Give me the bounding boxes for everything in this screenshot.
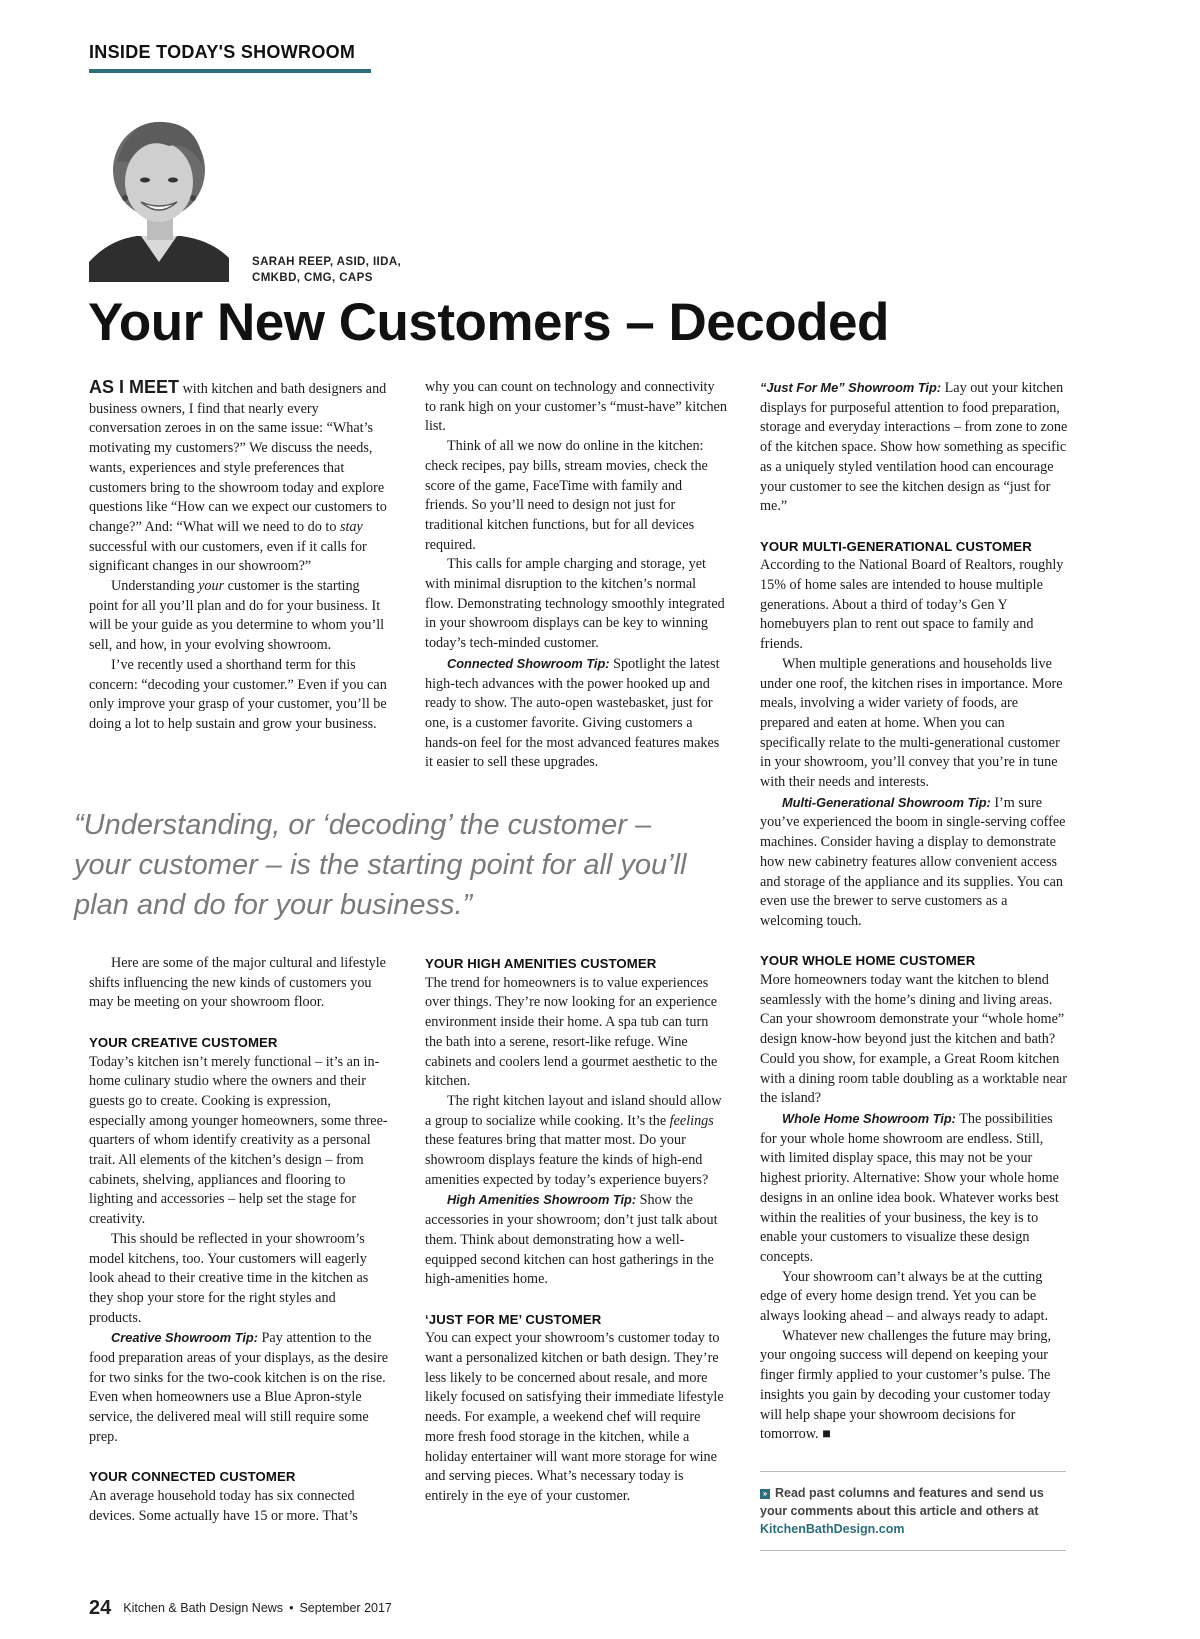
section-rule [89,69,371,73]
subhead: ‘JUST FOR ME’ CUSTOMER [425,1311,602,1327]
paragraph: Understanding your customer is the starting point for all you’ll plan and do for your business. It will be your guide as you determine to whom you’ll sell, and how, in your evolving showroom. [89,578,385,654]
lead-paragraph: AS I MEET with kitchen and bath designers and business owners, I find that nearly every conversation zeroes in on the same issue: “What’s motivating my customers?” We discuss the needs, wants, experiences and style preferences that customers bring to the showroom today and explore questions like “How can we expect our customers to change?” And: “What will we need to do to stay successful with our customers, even if it calls for significant changes in our showroom?” [89,377,387,575]
tip-label: Whole Home Showroom Tip: [782,1110,956,1126]
paragraph: You can expect your showroom’s customer today to want a personalized kitchen or bath design. They’re less likely to be concerned about resale, and more likely focused on satisfying their immediate lifestyle needs. For example, a weekend chef will require more fresh food storage in the kitchen, while a holiday entertainer will want more storage for wine and serving pieces. What’s necessary today is entirely in the eye of your customer. [425,1330,724,1504]
page-footer [89,1597,392,1620]
author-name-line1: SARAH REEP, ASID, IIDA, [252,256,402,268]
tip-paragraph: Creative Showroom Tip: Pay attention to the food preparation areas of your displays, as the desire for two sinks for the two-cook kitchen is on the rise. Even when homeowners use a Blue Apron-style service, the delivered meal will still require some prep. [89,1330,389,1445]
column-2-bottom [425,954,727,1507]
publication-name: Kitchen & Bath Design News [123,1601,284,1615]
tip-paragraph: Whole Home Showroom Tip: The possibilities for your whole home showroom are endless. Still, with limited display space, this may not be your highest priority. Alternative: Show your whole home designs in an online idea book. Whatever works best within the realities of your business, the key is to enable your customers to visualize these design concepts. [760,1110,1059,1265]
paragraph: According to the National Board of Realtors, roughly 15% of home sales are intended to house multiple generations. About a third of today’s Gen Y homebuyers plan to rent out space to family and friends. [760,557,1064,653]
end-mark: ■ [822,1426,831,1443]
column-1-bottom [89,954,391,1526]
paragraph: I’ve recently used a shorthand term for this concern: “decoding your customer.” Even if you can only improve your grasp of your customer, you’ll be doing a lot to help sustain and grow your business. [89,656,387,732]
subhead: YOUR HIGH AMENITIES CUSTOMER [425,956,657,971]
subhead: YOUR CREATIVE CUSTOMER [89,1034,278,1050]
read-more-note [760,1471,1066,1551]
subhead: YOUR CONNECTED CUSTOMER [89,1469,296,1485]
website-link[interactable]: KitchenBathDesign.com [760,1522,905,1536]
section-label: INSIDE TODAY'S SHOWROOM [89,42,356,62]
tip-label: Multi-Generational Showroom Tip: [782,794,991,810]
tip-label: High Amenities Showroom Tip: [447,1192,637,1208]
article-title: Your New Customers – Decoded [88,293,889,352]
arrow-icon: » [760,1489,770,1499]
paragraph: The right kitchen layout and island should allow a group to socialize while cooking. It’s the feelings these features bring that matter most. Do your showroom displays feature the kinds of high-end amenities expected by today’s experience buyers? [425,1092,722,1188]
paragraph: Here are some of the major cultural and lifestyle shifts influencing the new kinds of customers you may be meeting on your showroom floor. [89,955,386,1011]
column-1-top [89,378,391,735]
lead-in: AS I MEET [89,377,180,397]
tip-label: Creative Showroom Tip: [111,1330,258,1346]
paragraph: Today’s kitchen isn’t merely functional – it’s an in-home culinary studio where the owners and their guests go to create. Cooking is expression, especially among younger homeowners, some three-quarters of whom identify creativity as a personal trait. All elements of the kitchen’s design – from cabinets, shelving, appliances and flooring to lighting and accessories – help set the stage for creativity. [89,1053,388,1228]
footer-separator: • [289,1601,294,1615]
tip-paragraph: Connected Showroom Tip: Spotlight the latest high-tech advances with the power hooked up and ready to show. The auto-open wastebasket, just for one, is a customer favorite. Giving customers a hands-on feel for the most advanced features makes it easier to sell these upgrades. [425,655,720,771]
column-2-top [425,378,727,773]
author-portrait [89,112,229,282]
tip-label: “Just For Me” Showroom Tip: [760,380,942,395]
paragraph: why you can count on technology and connectivity to rank high on your customer’s “must-have” kitchen list. [425,379,727,435]
paragraph: Whatever new challenges the future may bring, your ongoing success will depend on keeping your finger firmly applied to your customer’s pulse. The insights you gain by decoding your customer today will help shape your showroom decisions for tomorrow. ■ [760,1327,1052,1443]
subhead: YOUR MULTI-GENERATIONAL CUSTOMER [760,538,1032,554]
tip-paragraph: “Just For Me” Showroom Tip: Lay out your kitchen displays for purposeful attention to food preparation, storage and everyday interactions – from zone to zone of the kitchen space. Show how something as specific as a uniquely styled ventilation hood can encourage your customer to see the kitchen design as “just for me.” [760,380,1068,515]
paragraph: Think of all we now do online in the kitchen: check recipes, pay bills, stream movies, check the score of the game, FaceTime with family and friends. So you’ll need to design not just for traditional kitchen functions, but for all devices required. [425,438,708,553]
subhead: YOUR WHOLE HOME CUSTOMER [760,953,976,969]
tip-paragraph: Multi-Generational Showroom Tip: I’m sure you’ve experienced the boom in single-serving coffee machines. Consider having a display to demonstrate how new cabinetry features allow convenient access and storage of the appliance and its supplies. You can even use the brewer to serve customers as a welcoming touch. [760,794,1066,929]
tip-paragraph: High Amenities Showroom Tip: Show the accessories in your showroom; don’t just talk about them. Think about demonstrating how a well-equipped second kitchen can host gatherings in the high-amenities home. [425,1192,718,1288]
tip-label: Connected Showroom Tip: [447,655,610,671]
paragraph: More homeowners today want the kitchen to blend seamlessly with the home’s dining and living areas. Can your showroom demonstrate your “whole home” design know-how beyond just the kitchen and bath? Could you show, for example, a Great Room kitchen with a dining room table doubling as a worktable near the island? [760,972,1067,1107]
paragraph: This should be reflected in your showroom’s model kitchens, too. Your customers will eagerly look ahead to their creative time in the kitchen as they shop your store for the right styles and products. [89,1230,369,1326]
paragraph: When multiple generations and households live under one roof, the kitchen rises in importance. More meals, involving a wider variety of foods, are prepared and eaten at home. When you can specifically relate to the multi-generational customer in your showroom, you’ll convey that you’re in tune with their needs and interests. [760,655,1063,791]
paragraph: An average household today has six connected devices. Some actually have 15 or more. That’s [89,1487,358,1524]
pull-quote-mark: “ [74,809,84,841]
author-credit [252,254,401,286]
pull-quote [74,805,714,925]
paragraph: The trend for homeowners is to value experiences over things. They’re now looking for an experience environment inside their home. A spa tub can turn the bath into a serene, resort-like refuge. Wine cabinets and coolers lend a gourmet aesthetic to the kitchen. [425,974,718,1090]
author-name-line2: CMKBD, CMG, CAPS [252,272,373,284]
issue-date: September 2017 [299,1601,392,1615]
paragraph: Your showroom can’t always be at the cutting edge of every home design trend. Yet you can be always looking ahead – and always ready to adapt. [760,1268,1048,1325]
read-more-text: Read past columns and features and send us your comments about this article and others at [760,1486,1044,1518]
paragraph: This calls for ample charging and storage, yet with minimal disruption to the kitchen’s normal flow. Demonstrating technology smoothly integrated in your showroom displays can be key to winning today’s tech-minded customer. [425,556,725,652]
pull-quote-text: Understanding, or ‘decoding’ the customer – your customer – is the starting point for all you’ll plan and do for your business.” [74,809,687,921]
column-3 [760,378,1068,1445]
page-number: 24 [89,1597,112,1619]
